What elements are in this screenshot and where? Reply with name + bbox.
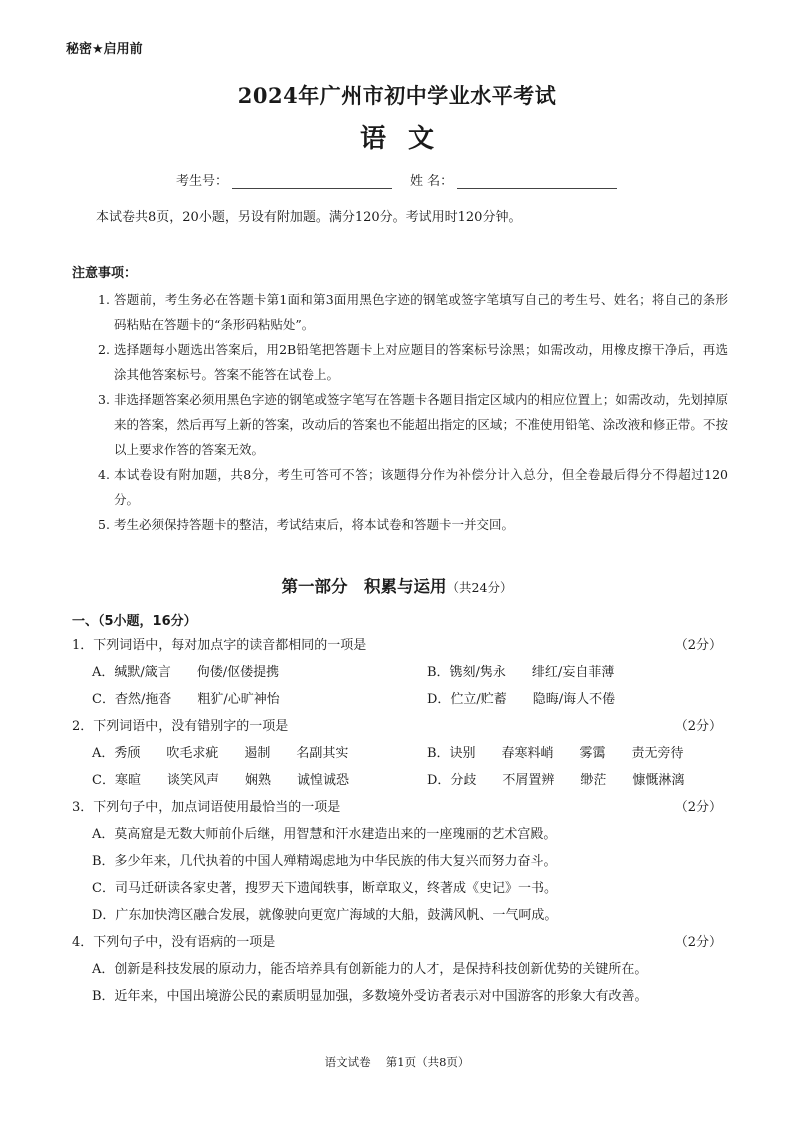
candidate-info-line xyxy=(176,170,617,189)
notice-item xyxy=(98,462,728,512)
option-row xyxy=(92,771,722,798)
question-3 xyxy=(72,798,722,933)
question-options xyxy=(72,663,722,717)
notice-item-number: 3. xyxy=(98,392,110,407)
notice-item-number: 1. xyxy=(98,292,110,307)
notice-item-text: 选择题每小题选出答案后，用2B铅笔把答题卡上对应题目的答案标号涂黑；如需改动，用橡皮擦干净后，再选涂其他答案标号。答案不能答在试卷上。 xyxy=(114,342,728,382)
question-1 xyxy=(72,636,722,717)
option-row xyxy=(92,690,722,717)
option-C: C．杳然/拖沓 粗犷/心旷神怡 xyxy=(92,692,280,707)
secret-label: 秘密★启用前 xyxy=(66,42,143,57)
option-A: A．创新是科技发展的原动力，能否培养具有创新能力的人才，是保持科技创新优势的关键所在。 xyxy=(92,962,648,977)
notice-item-number: 2. xyxy=(98,342,110,357)
question-stem: 2．下列词语中，没有错别字的一项是 xyxy=(72,719,289,734)
option-B: B．诀别 春寒料峭 雾霭 责无旁待 xyxy=(427,746,684,761)
section-heading: 一、（5小题，16分） xyxy=(72,614,197,629)
question-stem: 1．下列词语中，每对加点字的读音都相同的一项是 xyxy=(72,638,367,653)
question-options xyxy=(72,960,722,1014)
option-D: D．广东加快湾区融合发展，就像驶向更宽广海域的大船，鼓满风帆、一气呵成。 xyxy=(92,908,558,923)
question-4 xyxy=(72,933,722,1014)
exam-intro: 本试卷共8页，20小题，另设有附加题。满分120分。考试用时120分钟。 xyxy=(96,210,522,225)
notice-item xyxy=(98,337,728,387)
page-footer: 语文试卷 第1页（共8页） xyxy=(324,1055,470,1069)
exam-title: 2024年广州市初中学业水平考试 xyxy=(237,83,557,108)
notice-item-text: 考生必须保持答题卡的整洁，考试结束后，将本试卷和答题卡一并交回。 xyxy=(114,517,515,532)
notice-item-number: 5. xyxy=(98,517,110,532)
notice-item xyxy=(98,387,728,462)
option-A: A．缄默/箴言 佝偻/伛偻提携 xyxy=(92,665,280,680)
exam-no-label: 考生号： xyxy=(176,174,229,189)
question-options xyxy=(72,825,722,933)
question-stem-line xyxy=(72,717,722,744)
name-label: 姓 名： xyxy=(410,174,454,189)
option-A: A．秀颀 吹毛求疵 遏制 名副其实 xyxy=(92,746,349,761)
notice-list xyxy=(98,287,728,537)
option-C: C．寒暄 谈笑风声 娴熟 诚惶诚恐 xyxy=(92,773,349,788)
subject-title: 语文 xyxy=(359,124,456,154)
option-A: A．莫高窟是无数大师前仆后继，用智慧和汗水建造出来的一座瑰丽的艺术宫殿。 xyxy=(92,827,557,842)
notice-item-number: 4. xyxy=(98,467,110,482)
question-score: （2分） xyxy=(674,800,722,815)
option-row xyxy=(92,744,722,771)
question-score: （2分） xyxy=(674,935,722,950)
option-row xyxy=(92,663,722,690)
notice-item xyxy=(98,287,728,337)
notice-item-text: 本试卷设有附加题，共8分，考生可答可不答；该题得分作为补偿分计入总分，但全卷最后得分不得超过120分。 xyxy=(114,467,728,507)
notice-item-text: 答题前，考生务必在答题卡第1面和第3面用黑色字迹的钢笔或签字笔填写自己的考生号、姓名；将自己的条形码粘贴在答题卡的“条形码粘贴处”。 xyxy=(114,292,728,332)
exam-no-blank[interactable] xyxy=(232,174,392,189)
option-B: B．多少年来，几代执着的中国人殚精竭虑地为中华民族的伟大复兴而努力奋斗。 xyxy=(92,854,557,869)
question-score: （2分） xyxy=(674,638,722,653)
question-stem: 3．下列句子中，加点词语使用最恰当的一项是 xyxy=(72,800,341,815)
question-stem: 4．下列句子中，没有语病的一项是 xyxy=(72,935,276,950)
notice-heading: 注意事项： xyxy=(72,266,138,281)
question-stem-line xyxy=(72,933,722,960)
option-B: B．镌刻/隽永 绯红/妄自菲薄 xyxy=(427,665,615,680)
option-D: D．伫立/贮蓄 隐晦/诲人不倦 xyxy=(427,692,616,707)
part-heading xyxy=(0,573,794,597)
question-options xyxy=(72,744,722,798)
notice-item-text: 非选择题答案必须用黑色字迹的钢笔或签字笔写在答题卡各题目指定区域内的相应位置上；如需改动，先划掉原来的答案，然后再写上新的答案，改动后的答案也不能超出指定的区域；不准使用铅笔、涂改液和修正带。不按以上要求作答的答案无效。 xyxy=(114,392,728,457)
name-blank[interactable] xyxy=(457,174,617,189)
question-stem-line xyxy=(72,798,722,825)
question-list xyxy=(72,636,722,1014)
part-points: （共24分） xyxy=(446,580,513,595)
question-score: （2分） xyxy=(674,719,722,734)
notice-item xyxy=(98,512,728,537)
option-C: C．司马迁研读各家史著，搜罗天下遗闻轶事，断章取义，终著成《史记》一书。 xyxy=(92,881,557,896)
question-stem-line xyxy=(72,636,722,663)
option-D: D．分歧 不屑置辨 缈茫 慷慨淋漓 xyxy=(427,773,685,788)
option-B: B．近年来，中国出境游公民的素质明显加强，多数境外受访者表示对中国游客的形象大有改善。 xyxy=(92,989,648,1004)
part-title: 第一部分 积累与运用 xyxy=(281,577,447,596)
question-2 xyxy=(72,717,722,798)
